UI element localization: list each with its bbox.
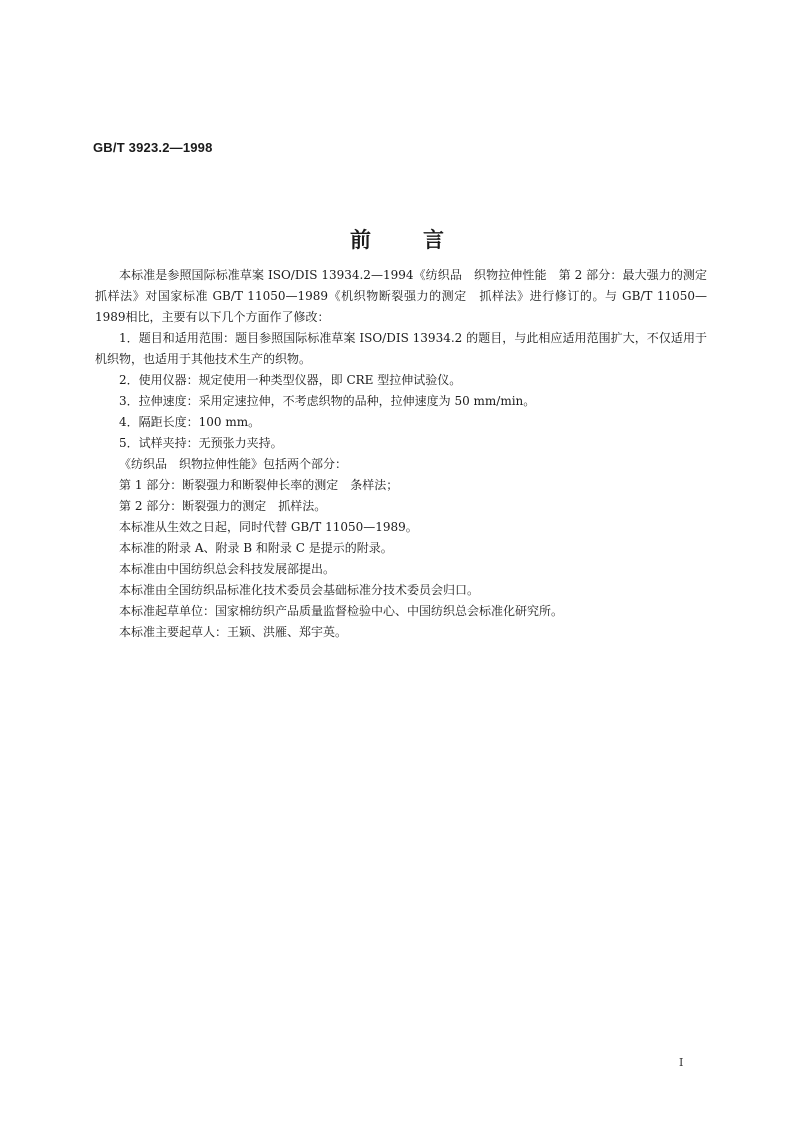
part-2: 第 2 部分：断裂强力的测定 抓样法。	[119, 499, 327, 513]
title-char-1: 前	[350, 227, 371, 252]
drafting-units: 本标准起草单位：国家棉纺织产品质量监督检验中心、中国纺织总会标准化研究所。	[119, 604, 564, 618]
page-number: I	[679, 1056, 684, 1069]
parts-intro: 《纺织品 织物拉伸性能》包括两个部分：	[119, 457, 348, 471]
list-item: 5．试样夹持：无预张力夹持。	[119, 436, 283, 450]
list-item: 1．题目和适用范围：题目参照国际标准草案 ISO/DIS 13934.2 的题目，与此相应适用范围扩大，不仅适用于机织物，也适用于其他技术生产的织物。	[95, 331, 707, 366]
list-item: 3．拉伸速度：采用定速拉伸，不考虑织物的品种，拉伸速度为 50 mm/min。	[119, 394, 536, 408]
intro-paragraph: 本标准是参照国际标准草案 ISO/DIS 13934.2—1994《纺织品 织物拉伸性能 第 2 部分：最大强力的测定 抓样法》对国家标准 GB/T 11050—1989《机织物断裂强力的测定 抓样法》进行修订的。与 GB/T 11050—1989相比，主要有以下几个方面作了修改：	[95, 268, 720, 324]
standard-code: GB/T 3923.2—1998	[93, 140, 213, 155]
foreword-body	[95, 265, 720, 643]
drafters: 本标准主要起草人：王颖、洪雁、郑宇英。	[119, 625, 348, 639]
list-item: 2．使用仪器：规定使用一种类型仪器，即 CRE 型拉伸试验仪。	[119, 373, 462, 387]
replace-statement: 本标准从生效之日起，同时代替 GB/T 11050—1989。	[119, 520, 418, 534]
list-item: 4．隔距长度：100 mm。	[119, 415, 261, 429]
page-title	[0, 224, 794, 254]
part-1: 第 1 部分：断裂强力和断裂伸长率的测定 条样法；	[119, 478, 399, 492]
proposed-statement: 本标准由中国纺织总会科技发展部提出。	[119, 562, 336, 576]
title-char-2: 言	[423, 227, 444, 252]
managed-statement: 本标准由全国纺织品标准化技术委员会基础标准分技术委员会归口。	[119, 583, 480, 597]
appendix-statement: 本标准的附录 A、附录 B 和附录 C 是提示的附录。	[119, 541, 393, 555]
